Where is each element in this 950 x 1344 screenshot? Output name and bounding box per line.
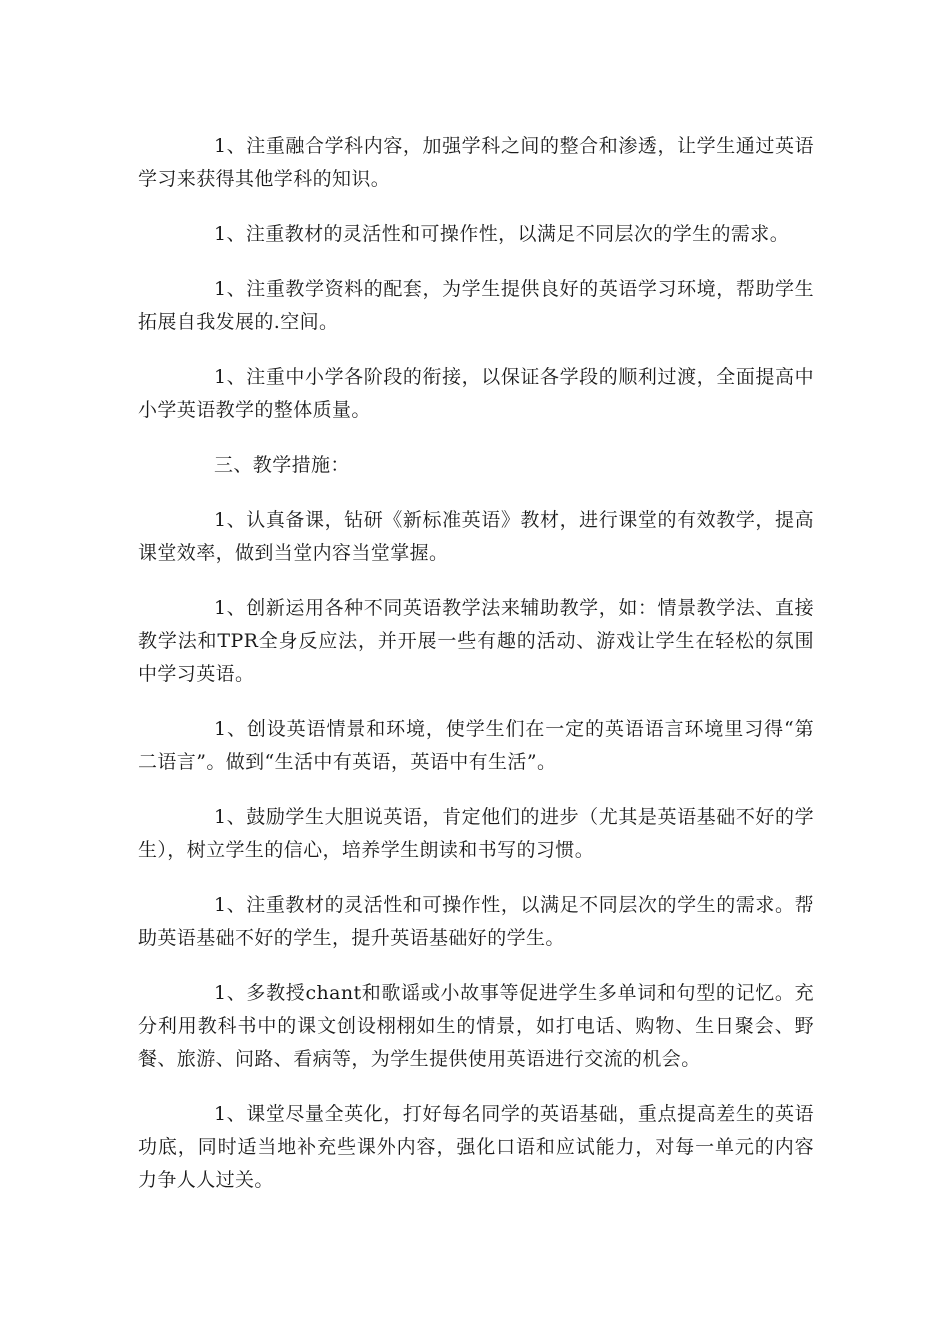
document-body (138, 130, 814, 1219)
section-heading-teaching-measures: 三、教学措施： (214, 454, 350, 476)
paragraph-8: 1、创设英语情景和环境，使学生们在一定的英语语言环境里习得“第二语言”。做到“生活中有英语，英语中有生活”。 (138, 718, 814, 773)
paragraph-6: 1、认真备课，钻研《新标准英语》教材，进行课堂的有效教学，提高课堂效率，做到当堂内容当堂掌握。 (138, 509, 814, 564)
paragraph-7: 1、创新运用各种不同英语教学法来辅助教学，如：情景教学法、直接教学法和TPR全身反应法，并开展一些有趣的活动、游戏让学生在轻松的氛围中学习英语。 (138, 597, 814, 685)
paragraph-4: 1、注重中小学各阶段的衔接，以保证各学段的顺利过渡，全面提高中小学英语教学的整体质量。 (138, 366, 814, 421)
paragraph-1: 1、注重融合学科内容，加强学科之间的整合和渗透，让学生通过英语学习来获得其他学科的知识。 (138, 135, 814, 190)
paragraph-11: 1、多教授chant和歌谣或小故事等促进学生多单词和句型的记忆。充分利用教科书中的课文创设栩栩如生的情景，如打电话、购物、生日聚会、野餐、旅游、问路、看病等，为学生提供使用英语进行交流的机会。 (138, 982, 814, 1070)
paragraph-2: 1、注重教材的灵活性和可操作性，以满足不同层次的学生的需求。 (214, 223, 790, 245)
paragraph-12: 1、课堂尽量全英化，打好每名同学的英语基础，重点提高差生的英语功底，同时适当地补充些课外内容，强化口语和应试能力，对每一单元的内容力争人人过关。 (138, 1103, 814, 1191)
paragraph-9: 1、鼓励学生大胆说英语，肯定他们的进步（尤其是英语基础不好的学生），树立学生的信心，培养学生朗读和书写的习惯。 (138, 806, 814, 861)
paragraph-3: 1、注重教学资料的配套，为学生提供良好的英语学习环境，帮助学生拓展自我发展的.空间。 (138, 278, 814, 333)
paragraph-10: 1、注重教材的灵活性和可操作性，以满足不同层次的学生的需求。帮助英语基础不好的学生，提升英语基础好的学生。 (138, 894, 814, 949)
